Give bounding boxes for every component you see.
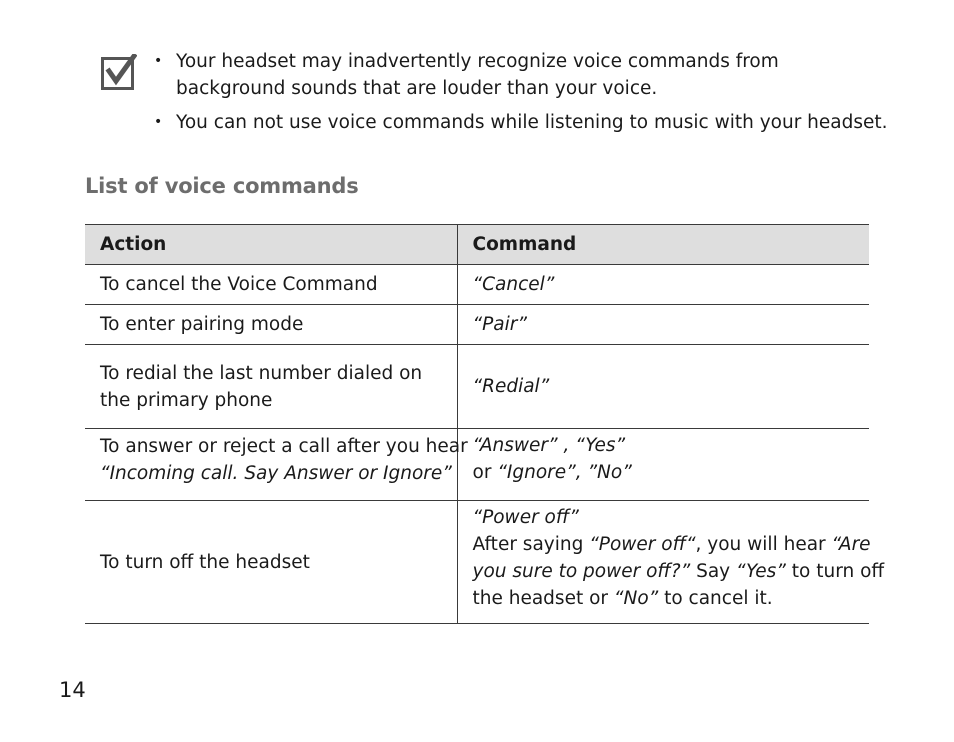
action-cell — [85, 345, 457, 429]
action-line: the primary phone — [100, 389, 273, 411]
column-header-command: Command — [457, 225, 869, 265]
command-cell — [457, 429, 869, 501]
note-line: background sounds that are louder than your voice. — [176, 78, 658, 99]
table-row — [85, 265, 869, 305]
bullet: • — [154, 114, 163, 130]
command-cell — [457, 265, 869, 305]
note-checkbox-icon — [101, 54, 137, 90]
column-header-action: Action — [85, 225, 457, 265]
page-number: 14 — [59, 678, 86, 702]
command-text: the headset or — [472, 588, 614, 609]
action-cell: To enter pairing mode — [85, 305, 457, 345]
action-line: To answer or reject a call after you hear — [100, 436, 468, 457]
command-text: you sure to power off?” — [472, 561, 691, 582]
table-header-row — [85, 225, 869, 265]
command-text: “Ignore”, ”No” — [497, 462, 632, 483]
command-text: “Redial” — [472, 376, 550, 397]
table-row — [85, 501, 869, 624]
command-text: “Power off“ — [589, 534, 696, 555]
command-text: or — [472, 462, 498, 483]
table-row — [85, 345, 869, 429]
command-text: “No” — [613, 588, 659, 609]
notes-list — [154, 48, 894, 143]
command-text: After saying — [472, 534, 590, 555]
command-text: Say — [690, 561, 736, 582]
action-cell — [85, 429, 468, 501]
action-cell: To turn off the headset — [85, 501, 457, 624]
command-text: to cancel it. — [658, 588, 773, 609]
command-text: , you will hear — [695, 534, 832, 555]
command-text: to turn off — [785, 561, 885, 582]
command-cell — [457, 345, 869, 429]
command-text: “Power off” — [472, 507, 579, 528]
section-title: List of voice commands — [85, 174, 359, 198]
note-line: Your headset may inadvertently recognize voice commands from — [176, 51, 779, 72]
command-text: “Yes” — [736, 561, 786, 582]
table-row — [85, 305, 869, 345]
note-item — [154, 48, 894, 102]
command-text: “Answer” , “Yes” — [472, 435, 626, 456]
command-cell — [457, 305, 869, 345]
table-row — [85, 429, 869, 501]
command-text: “Pair” — [472, 314, 527, 335]
voice-commands-table — [85, 224, 885, 624]
command-text: “Are — [831, 534, 871, 555]
bullet: • — [154, 53, 163, 69]
action-line: To redial the last number dialed on — [100, 362, 423, 384]
command-cell — [457, 501, 885, 624]
action-cell: To cancel the Voice Command — [85, 265, 457, 305]
note-item — [154, 109, 894, 136]
command-text: “Cancel” — [472, 274, 555, 295]
action-line-italic: “Incoming call. Say Answer or Ignore” — [100, 463, 452, 484]
note-line: You can not use voice commands while listening to music with your headset. — [176, 112, 888, 133]
